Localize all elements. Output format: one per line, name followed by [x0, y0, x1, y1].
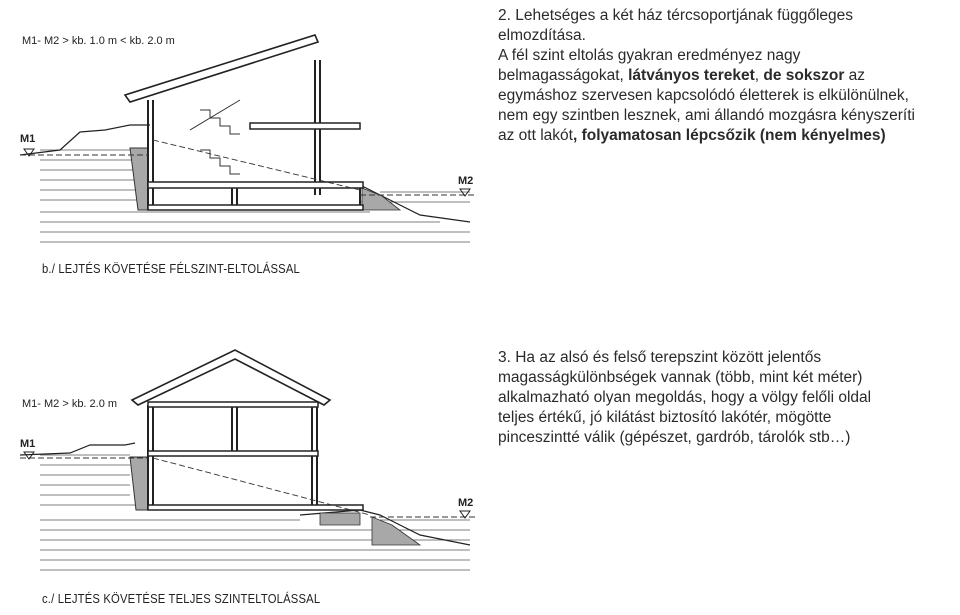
- text-line: magasságkülönbségek vannak (több, mint két méter): [498, 369, 863, 386]
- section-drawing-half-level: [0, 0, 490, 290]
- m1-label: M1: [20, 133, 36, 145]
- section-2-text: [498, 6, 958, 146]
- text-run: belmagasságokat,: [498, 67, 629, 84]
- section-drawing-full-level: [0, 345, 490, 585]
- embankment-fill: [362, 188, 400, 210]
- floor-slabs: [148, 402, 363, 510]
- caption-full-level: c./ LEJTÉS KÖVETÉSE TELJES SZINTELTOLÁSSAL: [42, 592, 321, 606]
- text-line: pinceszintté válik (gépészet, gardrób, tárolók stb…): [498, 429, 851, 446]
- section-3-text: [498, 348, 958, 448]
- text-run: az ott lakót: [498, 127, 573, 144]
- text-line: egymáshoz szervesen kapcsolódó életterek is elkülönülnek,: [498, 87, 909, 104]
- text-run: az: [844, 67, 866, 84]
- stair-upper: [200, 110, 240, 134]
- highlight-but-often: de sokszor: [763, 67, 845, 84]
- highlight-spectacular-spaces: látványos tereket: [628, 67, 755, 84]
- heading-line: 2. Lehetséges a két ház tércsoportjának függőleges: [498, 7, 854, 24]
- lower-ground-line: [330, 185, 470, 222]
- text-line: alkalmazható olyan megoldás, hogy a völgy felőli oldal: [498, 389, 872, 406]
- heading-line: elmozdítása.: [498, 27, 586, 44]
- m2-label: M2: [458, 497, 474, 509]
- text-line: 3. Ha az alsó és felső terepszint között jelentős: [498, 349, 822, 366]
- m1-label: M1: [20, 438, 36, 450]
- m2-label: M2: [458, 175, 474, 187]
- basement-fill: [320, 513, 360, 525]
- height-label: M1- M2 > kb. 2.0 m: [22, 398, 118, 410]
- text-line: nem egy szintben lesznek, ami állandó mozgásra kényszeríti: [498, 107, 915, 124]
- height-label: M1- M2 > kb. 1.0 m < kb. 2.0 m: [22, 35, 175, 47]
- text-run: ,: [754, 67, 764, 84]
- terrain-hatch: [40, 150, 470, 242]
- terrain-hatch: [40, 455, 470, 570]
- caption-half-level: b./ LEJTÉS KÖVETÉSE FÉLSZINT-ELTOLÁSSAL: [42, 262, 300, 276]
- text-line: A fél szint eltolás gyakran eredményez nagy: [498, 47, 801, 64]
- retaining-wall: [130, 457, 148, 510]
- highlight-constant-stairs: , folyamatosan lépcsőzik (nem kényelmes): [572, 127, 886, 144]
- gable-roof: [132, 350, 330, 405]
- text-line: teljes értékű, jó kilátást biztosító lakótér, mögötte: [498, 409, 832, 426]
- stair-lower: [200, 150, 240, 174]
- upper-ground-line: [20, 443, 135, 455]
- stair-rail: [190, 100, 240, 130]
- house-walls: [148, 405, 317, 510]
- text-line: [498, 66, 958, 86]
- text-line: [498, 126, 958, 146]
- floor-slabs: [148, 123, 363, 210]
- retaining-wall: [130, 148, 148, 210]
